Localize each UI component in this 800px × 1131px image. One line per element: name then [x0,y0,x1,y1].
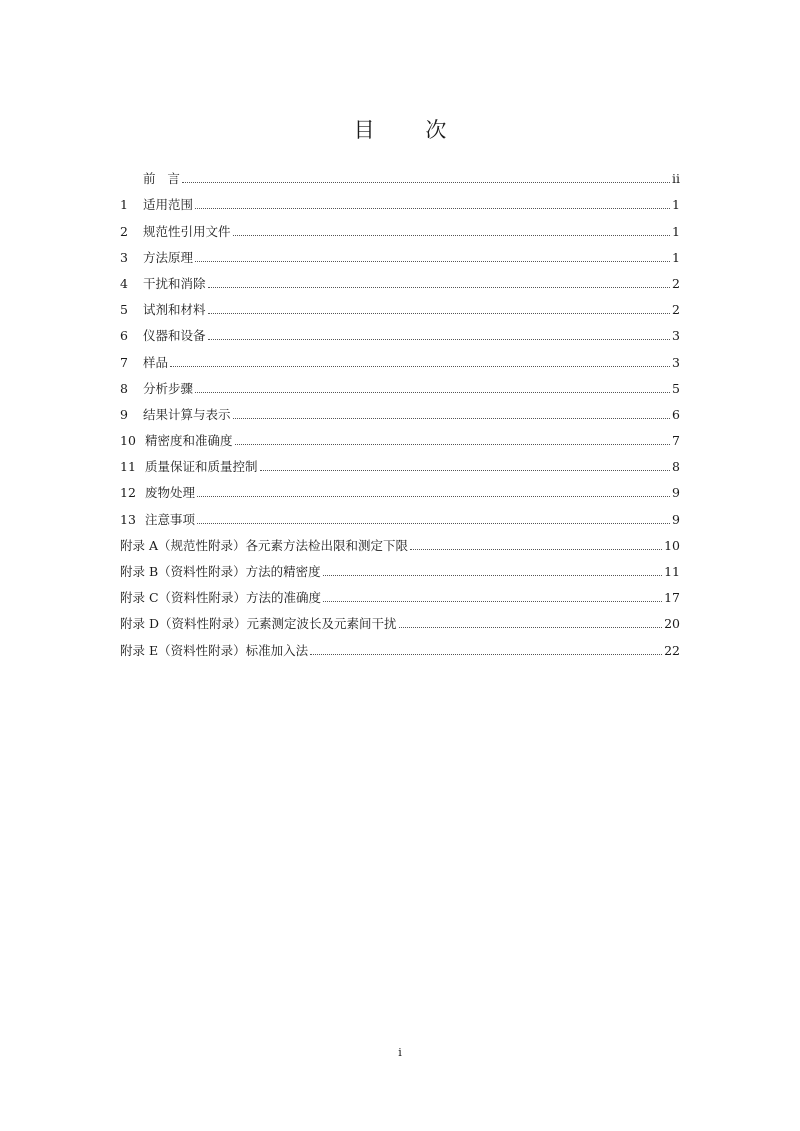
toc-entry-number: 10 [120,433,136,449]
toc-entry-number: 附录 B [120,564,159,579]
toc-entry-page: 9 [672,511,680,527]
toc-dot-leader [208,312,671,314]
toc-entry-number: 11 [120,459,136,475]
toc-entry-title: （资料性附录）标准加入法 [158,642,309,658]
toc-entry-page: 2 [672,275,680,291]
toc-entry-7[interactable] [120,343,680,369]
toc-entry-1[interactable] [120,186,680,212]
toc-dot-leader [208,286,671,288]
toc-entry-page: 8 [672,459,680,475]
toc-entry-page: 3 [672,328,680,344]
toc-entry-11[interactable] [120,448,680,474]
toc-entry-annex-e[interactable] [120,631,680,657]
toc-entry-title: 样品 [143,354,169,370]
toc-title: 目 次 [353,118,469,142]
toc-dot-leader [233,234,671,236]
toc-dot-leader [399,626,663,628]
toc-entry-title: 前 言 [143,171,180,187]
toc-entry-title: （资料性附录）方法的准确度 [158,590,322,606]
toc-entry-number: 附录 D [120,616,159,632]
toc-entry-annex-a[interactable] [120,527,680,553]
toc-dot-leader [323,574,662,576]
toc-dot-leader [233,417,671,419]
toc-entry-page: 5 [672,380,680,396]
toc-entry-number: 12 [120,485,136,501]
toc-dot-leader [410,548,662,550]
toc-dot-leader [195,391,670,393]
toc-entry-page: 22 [664,642,680,658]
toc-entry-page: 1 [672,249,680,265]
toc-entry-number: 6 [120,328,128,344]
toc-entry-title: （规范性附录）各元素方法检出限和测定下限 [158,537,409,553]
toc-entry-number: 7 [120,354,128,370]
toc-entry-annex-b[interactable] [120,553,680,579]
toc-entry-number: 8 [120,380,128,396]
toc-entry-title: 适用范围 [143,197,194,213]
toc-entry-number: 1 [120,197,128,213]
toc-entry-page: 1 [672,197,680,213]
toc-entry-title: （资料性附录）元素测定波长及元素间干扰 [159,616,397,632]
toc-entry-title: 注意事项 [145,511,196,527]
toc-entry-6[interactable] [120,317,680,343]
toc-entry-page: 7 [672,433,680,449]
toc-entry-title: 质量保证和质量控制 [145,459,258,475]
toc-dot-leader [195,260,670,262]
toc-entry-title: 废物处理 [145,485,196,501]
toc-dot-leader [197,495,670,497]
toc-entry-page: 11 [664,564,680,579]
toc-entry-annex-c[interactable] [120,579,680,605]
toc-entry-number: 4 [120,275,128,291]
toc-entry-13[interactable] [120,500,680,526]
toc-dot-leader [310,653,662,655]
toc-entry-3[interactable] [120,239,680,265]
toc-entry-12[interactable] [120,474,680,500]
toc-entry-number: 附录 C [120,590,159,606]
toc-entry-number: 5 [120,302,128,318]
toc-dot-leader [235,443,671,445]
toc-entry-4[interactable] [120,265,680,291]
toc-dot-leader [195,207,670,209]
toc-entry-number: 13 [120,511,136,527]
toc-dot-leader [170,365,670,367]
toc-entry-8[interactable] [120,370,680,396]
toc-entry-number: 3 [120,249,128,265]
toc-entry-9[interactable] [120,396,680,422]
toc-entry-number: 9 [120,406,128,422]
toc-entry-title: 分析步骤 [143,380,194,396]
toc-entry-page: 3 [672,354,680,370]
toc-entry-title: 方法原理 [143,249,194,265]
toc-entry-title: 干扰和消除 [143,275,206,291]
toc-entry-page: 1 [672,223,680,239]
toc-entry-title: （资料性附录）方法的精密度 [158,564,321,579]
toc-entry-foreword[interactable] [120,160,680,186]
toc-entry-page: 17 [664,590,680,606]
toc-entry-page: ii [672,171,680,187]
toc-entry-title: 仪器和设备 [143,328,206,344]
toc-entry-number: 附录 A [120,537,159,553]
toc-dot-leader [323,600,662,602]
toc-entry-title: 试剂和材料 [143,302,206,318]
toc-list [120,160,680,658]
toc-entry-annex-d[interactable] [120,605,680,631]
page-number: i [398,1046,402,1059]
toc-entry-page: 9 [672,485,680,501]
toc-entry-title: 结果计算与表示 [143,406,231,422]
toc-entry-page: 2 [672,302,680,318]
toc-dot-leader [260,469,671,471]
toc-dot-leader [182,181,670,183]
toc-entry-10[interactable] [120,422,680,448]
toc-entry-page: 20 [664,616,680,632]
toc-entry-number: 2 [120,223,128,239]
toc-dot-leader [197,522,670,524]
toc-entry-page: 6 [672,406,680,422]
toc-entry-title: 规范性引用文件 [143,223,231,239]
toc-entry-2[interactable] [120,212,680,238]
toc-entry-title: 精密度和准确度 [145,433,233,449]
toc-dot-leader [208,338,671,340]
toc-entry-page: 10 [664,537,680,553]
toc-entry-number: 附录 E [120,642,159,658]
toc-entry-5[interactable] [120,291,680,317]
